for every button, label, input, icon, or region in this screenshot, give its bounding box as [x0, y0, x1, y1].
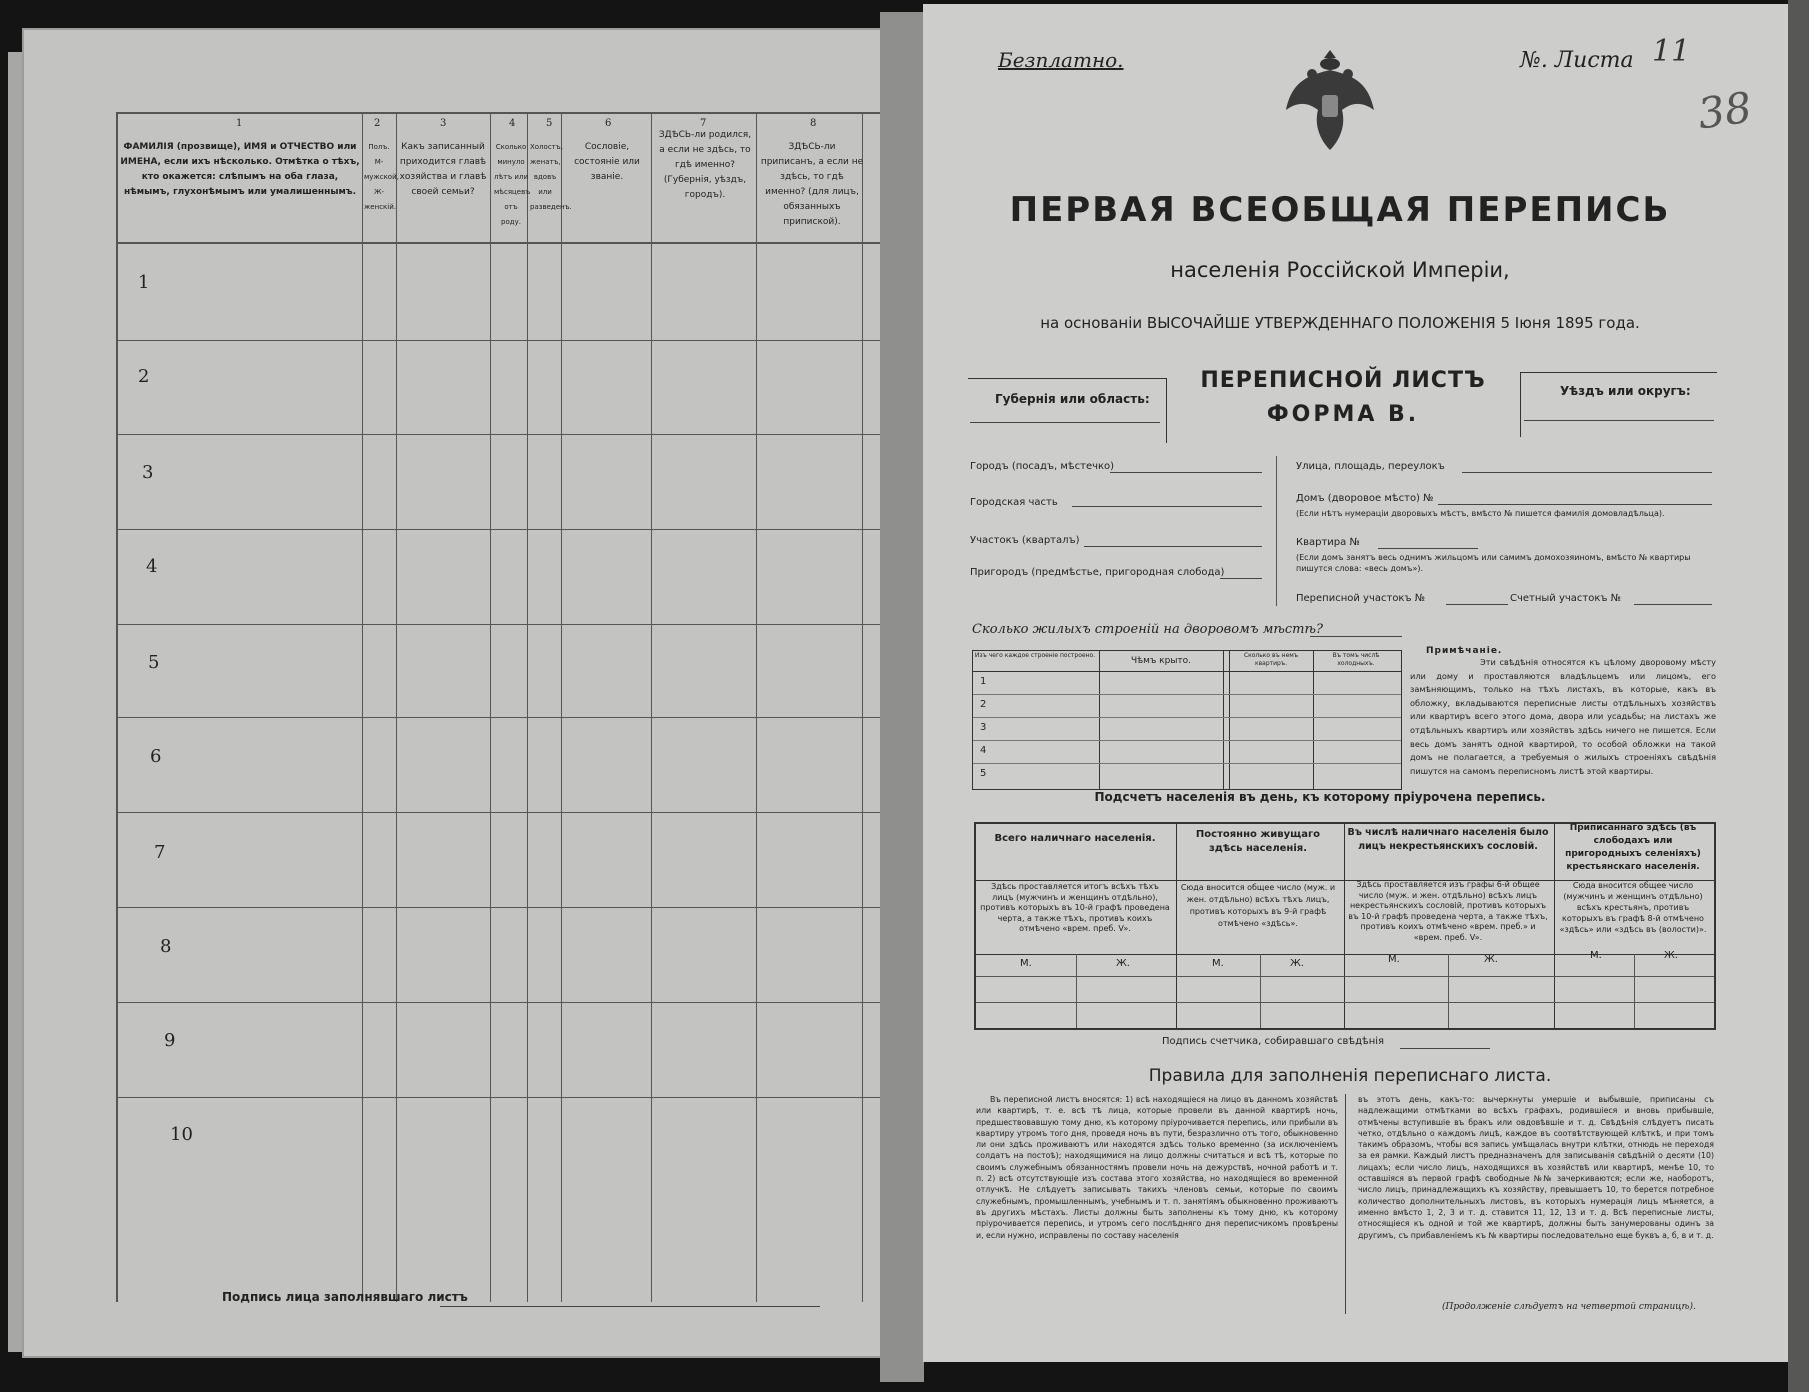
rules-title: Правила для заполненія переписнаго листа.	[1148, 1066, 1552, 1086]
male-label: М.	[1212, 958, 1224, 969]
city-field[interactable]	[1110, 472, 1262, 473]
buildings-row-number: 1	[980, 676, 987, 687]
col-number: 4	[509, 118, 516, 129]
row-number: 10	[170, 1124, 193, 1145]
col-number: 6	[605, 118, 612, 129]
house-field[interactable]	[1438, 504, 1712, 505]
male-label: М.	[1020, 958, 1032, 969]
precinct-field[interactable]	[1084, 546, 1262, 547]
handwritten-archive-number: 38	[1694, 82, 1755, 139]
population-head-total: Всего наличнаго населенія.	[994, 833, 1156, 844]
header-sex: Полъ. М-мужской, Ж-женскій.	[364, 143, 399, 211]
col-number: 2	[374, 118, 381, 129]
note-title: Примѣчаніе.	[1426, 646, 1503, 656]
city-part-field-label: Городская часть	[970, 497, 1058, 508]
count-district-label: Счетный участокъ №	[1510, 593, 1622, 604]
province-box	[968, 378, 1167, 443]
female-label: Ж.	[1116, 958, 1130, 969]
female-label: Ж.	[1664, 950, 1678, 961]
main-title: ПЕРВАЯ ВСЕОБЩАЯ ПЕРЕПИСЬ	[1009, 190, 1671, 230]
address-divider	[1276, 456, 1277, 606]
buildings-table	[972, 650, 1402, 790]
population-text-permanent: Сюда вносится общее число (муж. и жен. отдѣльно) всѣхъ тѣхъ лицъ, противъ которыхъ въ 9-й графѣ отмѣчено «здѣсь».	[1180, 883, 1336, 928]
city-field-label: Городъ (посадъ, мѣстечко)	[970, 461, 1115, 472]
rules-divider	[1345, 1094, 1346, 1314]
form-label: ФОРМА В.	[1266, 402, 1420, 427]
male-label: М.	[1388, 954, 1400, 965]
row-number: 2	[138, 366, 150, 387]
row-number: 6	[150, 746, 162, 767]
population-head-peasant: Приписаннаго здѣсь (въ слободахъ или пригородныхъ селеніяхъ) крестьянскаго населенія.	[1565, 823, 1701, 872]
apartment-field-label: Квартира №	[1296, 537, 1360, 548]
province-label: Губернія или область:	[995, 392, 1150, 406]
buildings-row-number: 2	[980, 699, 987, 710]
header-age: Сколько минуло лѣтъ или мѣсяцевъ отъ роду.	[494, 143, 531, 226]
census-district-label: Переписной участокъ №	[1296, 593, 1426, 604]
counter-signature-label: Подпись счетчика, собиравшаго свѣдѣнія	[1162, 1036, 1385, 1047]
count-district-field[interactable]	[1634, 604, 1712, 605]
street-field-label: Улица, площадь, переулокъ	[1296, 461, 1445, 472]
precinct-field-label: Участокъ (кварталъ)	[970, 535, 1080, 546]
apartment-note: (Если домъ занятъ весь однимъ жильцомъ или самимъ домохозяиномъ, вмѣсто № квартиры пишутся слова: «весь домъ»).	[1296, 553, 1691, 573]
buildings-row-number: 4	[980, 745, 987, 756]
page-stack-edge	[1788, 0, 1809, 1392]
free-label: Безплатно.	[998, 48, 1124, 72]
counter-signature-line	[1400, 1048, 1490, 1049]
col-number: 8	[810, 118, 817, 129]
male-label: М.	[1590, 950, 1602, 961]
left-signature-line	[440, 1306, 820, 1307]
header-relation: Какъ записанный приходится главѣ хозяйства и главѣ своей семьи?	[399, 142, 487, 197]
suburb-field-label: Пригородъ (предмѣстье, пригородная слобода)	[970, 567, 1225, 578]
buildings-header-cold: Въ томъ числѣ холодныхъ.	[1332, 652, 1380, 667]
sheet-title: ПЕРЕПИСНОЙ ЛИСТЪ	[1200, 368, 1486, 393]
house-field-label: Домъ (дворовое мѣсто) №	[1296, 493, 1434, 504]
population-title: Подсчетъ населенія въ день, къ которому пріурочена перепись.	[1094, 790, 1546, 804]
col-number: 5	[546, 118, 553, 129]
header-birthplace: ЗДѢСЬ-ли родился, а если не здѣсь, то гдѣ именно? (Губернія, уѣздъ, городъ).	[658, 130, 752, 200]
imperial-eagle-emblem-icon	[1280, 40, 1380, 160]
buildings-row-number: 5	[980, 768, 987, 779]
rules-right-text: въ этотъ день, какъ-то: вычеркнуты умершіе и выбывшіе, приписаны съ надлежащими отмѣтками во всѣхъ графахъ, родившіеся и вновь прибывшіе, отмѣчены вступившіе въ бракъ или овдовѣвшіе и т. д. Свѣдѣнія слѣдуетъ писать четко, отдѣльно о каждомъ лицѣ, каждое въ соотвѣтствующей клѣткѣ, и при томъ такимъ образомъ, чтобы вся запись умѣщалась внутри клѣтки, отнюдь не переходя за ея рамки. Каждый листъ предназначенъ для записыванія свѣдѣній о десяти (10) лицахъ; если число лицъ, находящихся въ хозяйствѣ или квартирѣ, менѣе 10, то оставшіяся въ первой графѣ свободные №№ зачеркиваются; если же, наоборотъ, число лицъ, принадлежащихъ къ хозяйству, превышаетъ 10, то берется потребное количество дополнительныхъ листовъ, въ которыхъ нумерація лицъ мѣняется, а именно вмѣсто 1, 2, 3 и т. д. ставится 11, 12, 13 и т. д. Всѣ переписные листы, относящіеся къ одной и той же квартирѣ, должны быть занумерованы одинъ за другимъ, съ прибавленіемъ къ № квартиры последовательно еще буквъ а, б, в и т. д.	[1358, 1095, 1714, 1240]
sheet-number-value: 11	[1652, 34, 1691, 69]
sheet-number-label: №. Листа	[1520, 48, 1634, 73]
buildings-question: Сколько жилыхъ строеній на дворовомъ мѣстѣ?	[972, 622, 1323, 637]
female-label: Ж.	[1290, 958, 1304, 969]
row-number: 3	[142, 462, 154, 483]
census-district-field[interactable]	[1446, 604, 1508, 605]
left-signature-label: Подпись лица заполнявшаго листъ	[222, 1290, 468, 1304]
rules-continued: (Продолженіе слѣдуетъ на четвертой страницѣ).	[1442, 1302, 1696, 1312]
province-line	[970, 422, 1160, 423]
district-line	[1524, 420, 1714, 421]
row-number: 4	[146, 556, 158, 577]
row-number: 8	[160, 936, 172, 957]
header-name: ФАМИЛІЯ (прозвище), ИМЯ и ОТЧЕСТВО или ИМЕНА, если ихъ нѣсколько. Отмѣтка о тѣхъ, кто окажется: слѣпымъ на оба глаза, нѣмымъ, глухонѣмымъ или умалишеннымъ.	[120, 142, 360, 197]
col-number: 3	[440, 118, 447, 129]
subtitle: населенія Россійской Имперіи,	[1170, 258, 1510, 282]
buildings-row-number: 3	[980, 722, 987, 733]
district-label: Уѣздъ или округъ:	[1560, 384, 1691, 398]
apartment-field[interactable]	[1378, 548, 1478, 549]
book-spine-shadow	[880, 12, 924, 1382]
left-form-grid	[116, 112, 880, 1302]
col-number: 7	[700, 118, 707, 129]
buildings-answer-field[interactable]	[1310, 636, 1402, 637]
population-text-nonpeasant: Здѣсь проставляется изъ графы 6-й общее число (муж. и жен. отдѣльно) всѣхъ лицъ некрестьянскихъ сословій, противъ которыхъ въ 10-й графѣ проведена черта, а также тѣхъ, противъ коихъ отмѣчено «врем. преб.» и «врем. преб. V».	[1348, 880, 1548, 942]
city-part-field[interactable]	[1072, 506, 1262, 507]
rules-left-text: Въ переписной листъ вносятся: 1) всѣ находящіеся на лицо въ данномъ хозяйствѣ или квартирѣ, т. е. всѣ тѣ лица, которые провели въ данной квартирѣ ночь, предшествовавшую тому дню, къ которому пріурочивается перепись, или прибыли въ квартиру утромъ того дня, проведя ночь въ пути, безразлично отъ того, обыкновенно ли они здѣсь проживаютъ или находятся здѣсь только временно (за исключеніемъ солдатъ на постоѣ); находящимися на лицо должны считаться и всѣ тѣ, которые по своимъ служебнымъ обязанностямъ провели ночь на дежурствѣ, ночной работѣ и т. п. 2) всѣ отсутствующіе изъ состава этого хозяйства, но находящіеся во временной отлучкѣ. Не слѣдуетъ записывать такихъ членовъ семьи, которые по своимъ служебнымъ, промышленнымъ, учебнымъ и т. п. занятіямъ обыкновенно проживаютъ въ другихъ мѣстахъ. Листы должны быть заполнены къ тому дню, къ которому пріурочивается перепись, и утромъ сего послѣдняго дня переписчикомъ провѣрены и, если нужно, исправлены по составу населенія	[976, 1095, 1338, 1240]
row-number: 1	[138, 272, 150, 293]
note-text: Эти свѣдѣнія относятся къ цѣлому дворовому мѣсту или дому и проставляются владѣльцемъ или лицомъ, его замѣняющимъ, только на тѣхъ листахъ, въ которые, какъ въ обложку, вкладываются переписные листы отдѣльныхъ хозяйствъ или квартиръ всего этого дома, двора или усадьбы; на листахъ же отдѣльныхъ квартиръ или хозяйствъ здѣсь ничего не пишется. Если весь домъ занятъ одной квартирой, то особой обложки на такой домъ не полагается, а требуемыя о жилыхъ строеніяхъ свѣдѣнія пишутся на самомъ переписномъ листѣ этой квартиры.	[1410, 657, 1716, 776]
col-number: 1	[236, 118, 243, 129]
population-text-total: Здѣсь проставляется итогъ всѣхъ тѣхъ лицъ (мужчинъ и женщинъ отдѣльно), противъ которыхъ въ 10-й графѣ проведена черта, а также тѣхъ, противъ коихъ отмѣчено «врем. преб. V».	[980, 882, 1170, 933]
buildings-header-material: Изъ чего каждое строеніе построено.	[974, 652, 1096, 659]
header-estate: Сословіе, состояніе или званіе.	[574, 142, 640, 182]
header-registration: ЗДѢСЬ-ли приписанъ, а если не здѣсь, то гдѣ именно? (для лицъ, обязанныхъ припиской).	[760, 142, 864, 227]
population-text-peasant: Сюда вносится общее число (мужчинъ и женщинъ отдѣльно) всѣхъ крестьянъ, противъ которыхъ въ графѣ 8-й отмѣчено «здѣсь» или «здѣсь въ (волости)».	[1559, 881, 1707, 934]
female-label: Ж.	[1484, 954, 1498, 965]
buildings-header-roof: Чѣмъ крыто.	[1130, 656, 1192, 666]
buildings-header-apartments: Сколько въ немъ квартиръ.	[1243, 652, 1299, 667]
population-head-permanent: Постоянно живущаго здѣсь населенія.	[1195, 829, 1321, 854]
legal-basis: на основаніи ВЫСОЧАЙШЕ УТВЕРЖДЕННАГО ПОЛОЖЕНІЯ 5 Іюня 1895 года.	[1040, 314, 1640, 332]
header-marital: Холостъ, женатъ, вдовъ или разведенъ.	[530, 143, 572, 211]
row-number: 7	[154, 842, 166, 863]
row-number: 5	[148, 652, 160, 673]
suburb-field[interactable]	[1220, 578, 1262, 579]
district-box	[1520, 372, 1717, 437]
house-note: (Если нѣтъ нумераціи дворовыхъ мѣстъ, вмѣсто № пишется фамилія домовладѣльца).	[1296, 509, 1665, 518]
population-head-nonpeasant: Въ числѣ наличнаго населенія было лицъ некрестьянскихъ сословій.	[1347, 827, 1549, 852]
row-number: 9	[164, 1030, 176, 1051]
street-field[interactable]	[1462, 472, 1712, 473]
